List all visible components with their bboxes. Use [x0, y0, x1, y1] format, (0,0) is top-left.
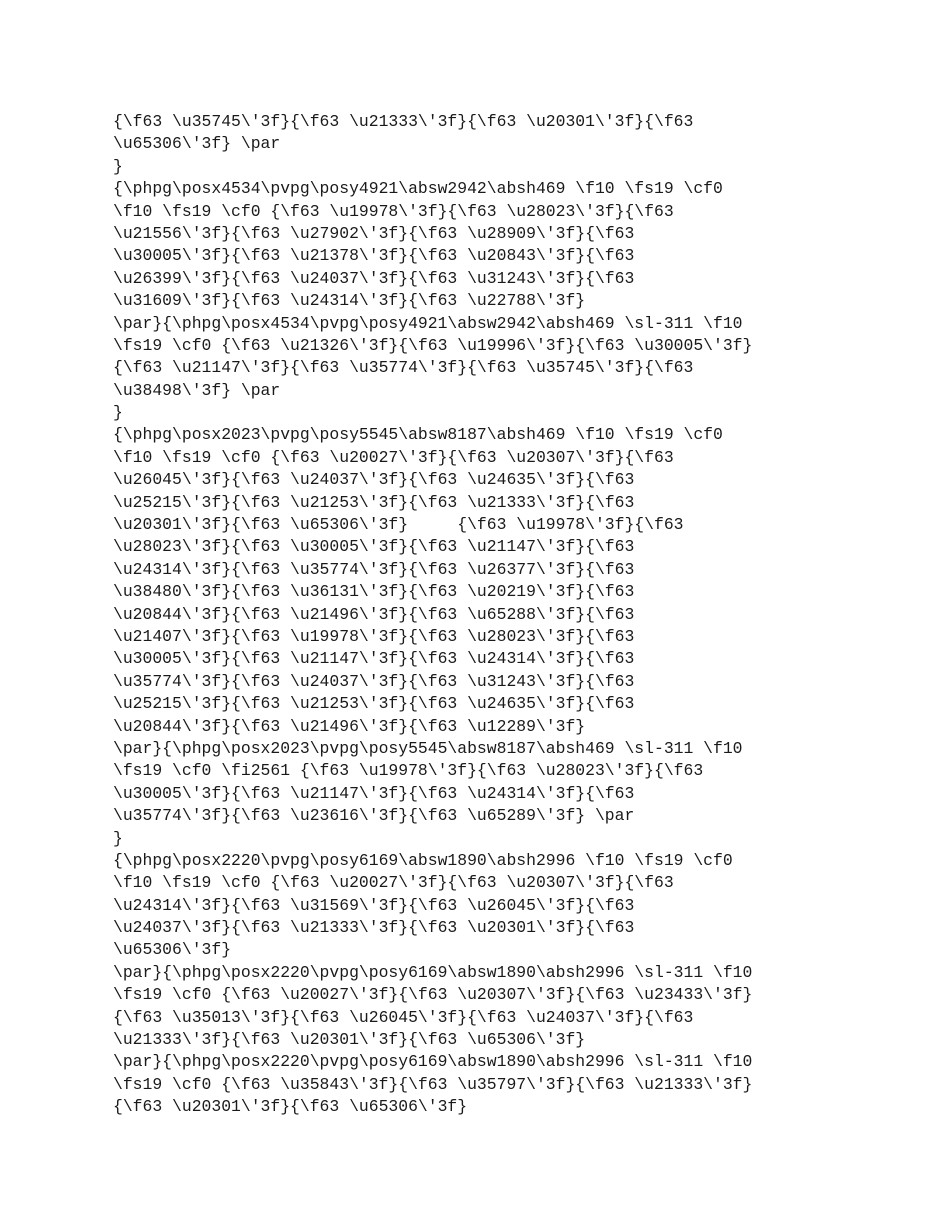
text-line: \u21333\'3f}{\f63 \u20301\'3f}{\f63 \u65306\'3f}: [113, 1030, 586, 1050]
text-line: \u20301\'3f}{\f63 \u65306\'3f} {\f63 \u19978\'3f}{\f63: [113, 515, 684, 535]
rtf-source-text: [113, 111, 873, 1119]
text-line: \f10 \fs19 \cf0 {\f63 \u20027\'3f}{\f63 \u20307\'3f}{\f63: [113, 873, 674, 893]
text-line: \u35774\'3f}{\f63 \u24037\'3f}{\f63 \u31243\'3f}{\f63: [113, 671, 635, 691]
text-line: \par}{\phpg\posx2220\pvpg\posy6169\absw1890\absh2996 \sl-311 \f10: [113, 1052, 753, 1072]
text-line: \u20844\'3f}{\f63 \u21496\'3f}{\f63 \u12289\'3f}: [113, 716, 586, 736]
text-line: \par}{\phpg\posx2220\pvpg\posy6169\absw1890\absh2996 \sl-311 \f10: [113, 962, 753, 982]
text-line: \u30005\'3f}{\f63 \u21147\'3f}{\f63 \u24314\'3f}{\f63: [113, 783, 635, 803]
text-line: {\f63 \u35745\'3f}{\f63 \u21333\'3f}{\f63 \u20301\'3f}{\f63: [113, 112, 694, 131]
text-line: {\phpg\posx2220\pvpg\posy6169\absw1890\absh2996 \f10 \fs19 \cf0: [113, 850, 733, 870]
text-line: \u24314\'3f}{\f63 \u31569\'3f}{\f63 \u26045\'3f}{\f63: [113, 895, 635, 915]
text-line: \fs19 \cf0 {\f63 \u35843\'3f}{\f63 \u35797\'3f}{\f63 \u21333\'3f}: [113, 1074, 753, 1094]
text-line: {\f63 \u20301\'3f}{\f63 \u65306\'3f}: [113, 1097, 468, 1117]
text-line: \fs19 \cf0 \fi2561 {\f63 \u19978\'3f}{\f63 \u28023\'3f}{\f63: [113, 761, 704, 781]
text-line: \f10 \fs19 \cf0 {\f63 \u20027\'3f}{\f63 \u20307\'3f}{\f63: [113, 447, 674, 467]
text-line: \u20844\'3f}{\f63 \u21496\'3f}{\f63 \u65288\'3f}{\f63: [113, 604, 635, 624]
text-line: \fs19 \cf0 {\f63 \u20027\'3f}{\f63 \u20307\'3f}{\f63 \u23433\'3f}: [113, 985, 753, 1005]
text-line: \u38480\'3f}{\f63 \u36131\'3f}{\f63 \u20219\'3f}{\f63: [113, 582, 635, 602]
text-line: \u24037\'3f}{\f63 \u21333\'3f}{\f63 \u20301\'3f}{\f63: [113, 918, 635, 938]
text-line: \u35774\'3f}{\f63 \u23616\'3f}{\f63 \u65289\'3f} \par: [113, 806, 635, 826]
text-line: \u28023\'3f}{\f63 \u30005\'3f}{\f63 \u21147\'3f}{\f63: [113, 537, 635, 557]
text-line: }: [113, 403, 123, 423]
text-line: }: [113, 156, 123, 176]
text-line: \u24314\'3f}{\f63 \u35774\'3f}{\f63 \u26377\'3f}{\f63: [113, 559, 635, 579]
text-line: \u30005\'3f}{\f63 \u21147\'3f}{\f63 \u24314\'3f}{\f63: [113, 649, 635, 669]
text-line: \u65306\'3f} \par: [113, 134, 281, 154]
text-line: \par}{\phpg\posx4534\pvpg\posy4921\absw2942\absh469 \sl-311 \f10: [113, 313, 743, 333]
text-line: \u31609\'3f}{\f63 \u24314\'3f}{\f63 \u22788\'3f}: [113, 291, 586, 311]
text-line: {\f63 \u21147\'3f}{\f63 \u35774\'3f}{\f63 \u35745\'3f}{\f63: [113, 358, 694, 378]
text-line: \par}{\phpg\posx2023\pvpg\posy5545\absw8187\absh469 \sl-311 \f10: [113, 738, 743, 758]
text-line: \fs19 \cf0 {\f63 \u21326\'3f}{\f63 \u19996\'3f}{\f63 \u30005\'3f}: [113, 335, 753, 355]
text-line: \u21556\'3f}{\f63 \u27902\'3f}{\f63 \u28909\'3f}{\f63: [113, 223, 635, 243]
text-line: \u30005\'3f}{\f63 \u21378\'3f}{\f63 \u20843\'3f}{\f63: [113, 246, 635, 266]
text-line: }: [113, 828, 123, 848]
text-line: {\f63 \u35013\'3f}{\f63 \u26045\'3f}{\f63 \u24037\'3f}{\f63: [113, 1007, 694, 1027]
text-line: \u65306\'3f}: [113, 940, 232, 960]
text-line: {\phpg\posx2023\pvpg\posy5545\absw8187\absh469 \f10 \fs19 \cf0: [113, 425, 723, 445]
text-line: \u38498\'3f} \par: [113, 380, 281, 400]
text-line: \f10 \fs19 \cf0 {\f63 \u19978\'3f}{\f63 \u28023\'3f}{\f63: [113, 201, 674, 221]
text-line: \u26045\'3f}{\f63 \u24037\'3f}{\f63 \u24635\'3f}{\f63: [113, 470, 635, 490]
text-line: \u26399\'3f}{\f63 \u24037\'3f}{\f63 \u31243\'3f}{\f63: [113, 268, 635, 288]
text-line: {\phpg\posx4534\pvpg\posy4921\absw2942\absh469 \f10 \fs19 \cf0: [113, 179, 723, 199]
text-line: \u25215\'3f}{\f63 \u21253\'3f}{\f63 \u21333\'3f}{\f63: [113, 492, 635, 512]
text-line: \u21407\'3f}{\f63 \u19978\'3f}{\f63 \u28023\'3f}{\f63: [113, 626, 635, 646]
text-line: \u25215\'3f}{\f63 \u21253\'3f}{\f63 \u24635\'3f}{\f63: [113, 694, 635, 714]
